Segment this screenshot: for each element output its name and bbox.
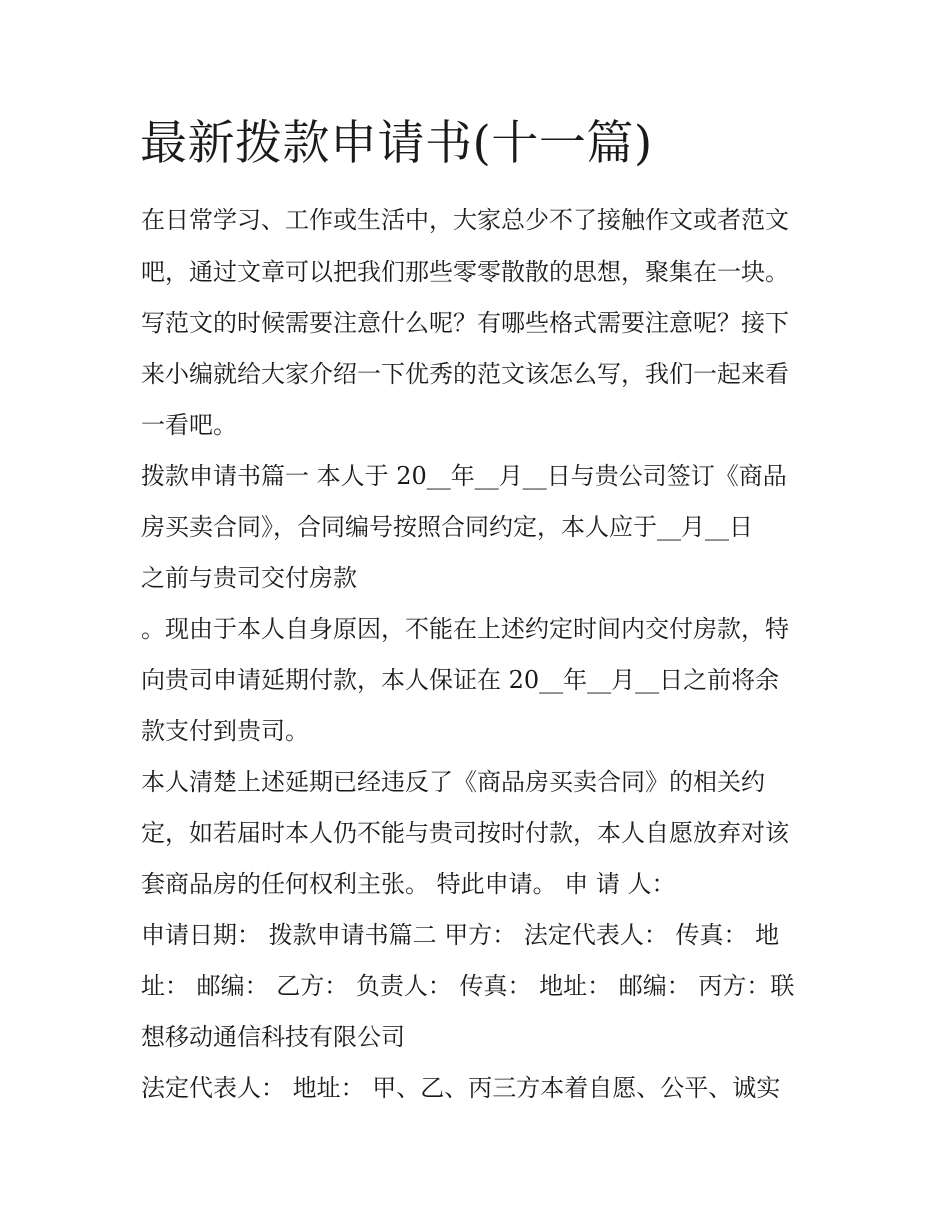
paragraph-line: 想移动通信科技有限公司 — [141, 1023, 405, 1051]
paragraph-line: 拨款申请书篇一 本人于 20__年__月__日与贵公司签订《商品 — [141, 462, 787, 490]
document-title: 最新拨款申请书(十一篇) — [140, 116, 653, 171]
paragraph-line: 向贵司申请延期付款，本人保证在 20__年__月__日之前将余 — [141, 666, 780, 694]
paragraph-line: 写范文的时候需要注意什么呢？有哪些格式需要注意呢？接下 — [141, 309, 789, 337]
paragraph-line: 址： 邮编： 乙方： 负责人： 传真： 地址： 邮编： 丙方：联 — [141, 972, 795, 1000]
paragraph-line: 吧，通过文章可以把我们那些零零散散的思想，聚集在一块。 — [141, 258, 789, 286]
paragraph-line: 定，如若届时本人仍不能与贵司按时付款，本人自愿放弃对该 — [141, 819, 789, 847]
paragraph-line: 套商品房的任何权利主张。 特此申请。 申 请 人： — [141, 870, 676, 898]
paragraph-line: 来小编就给大家介绍一下优秀的范文该怎么写，我们一起来看 — [141, 360, 789, 388]
paragraph-line: 法定代表人： 地址： 甲、乙、丙三方本着自愿、公平、诚实 — [141, 1074, 781, 1102]
paragraph-line: 款支付到贵司。 — [141, 717, 309, 745]
paragraph-line: 申请日期： 拨款申请书篇二 甲方： 法定代表人： 传真： 地 — [141, 921, 780, 949]
paragraph-line: 之前与贵司交付房款 — [141, 564, 357, 592]
paragraph-line: 一看吧。 — [141, 411, 237, 439]
paragraph-line: 。现由于本人自身原因，不能在上述约定时间内交付房款，特 — [141, 615, 789, 643]
paragraph-line: 在日常学习、工作或生活中，大家总少不了接触作文或者范文 — [141, 206, 789, 234]
paragraph-line: 房买卖合同》，合同编号按照合同约定，本人应于__月__日 — [141, 513, 753, 541]
paragraph-line: 本人清楚上述延期已经违反了《商品房买卖合同》的相关约 — [141, 768, 765, 796]
